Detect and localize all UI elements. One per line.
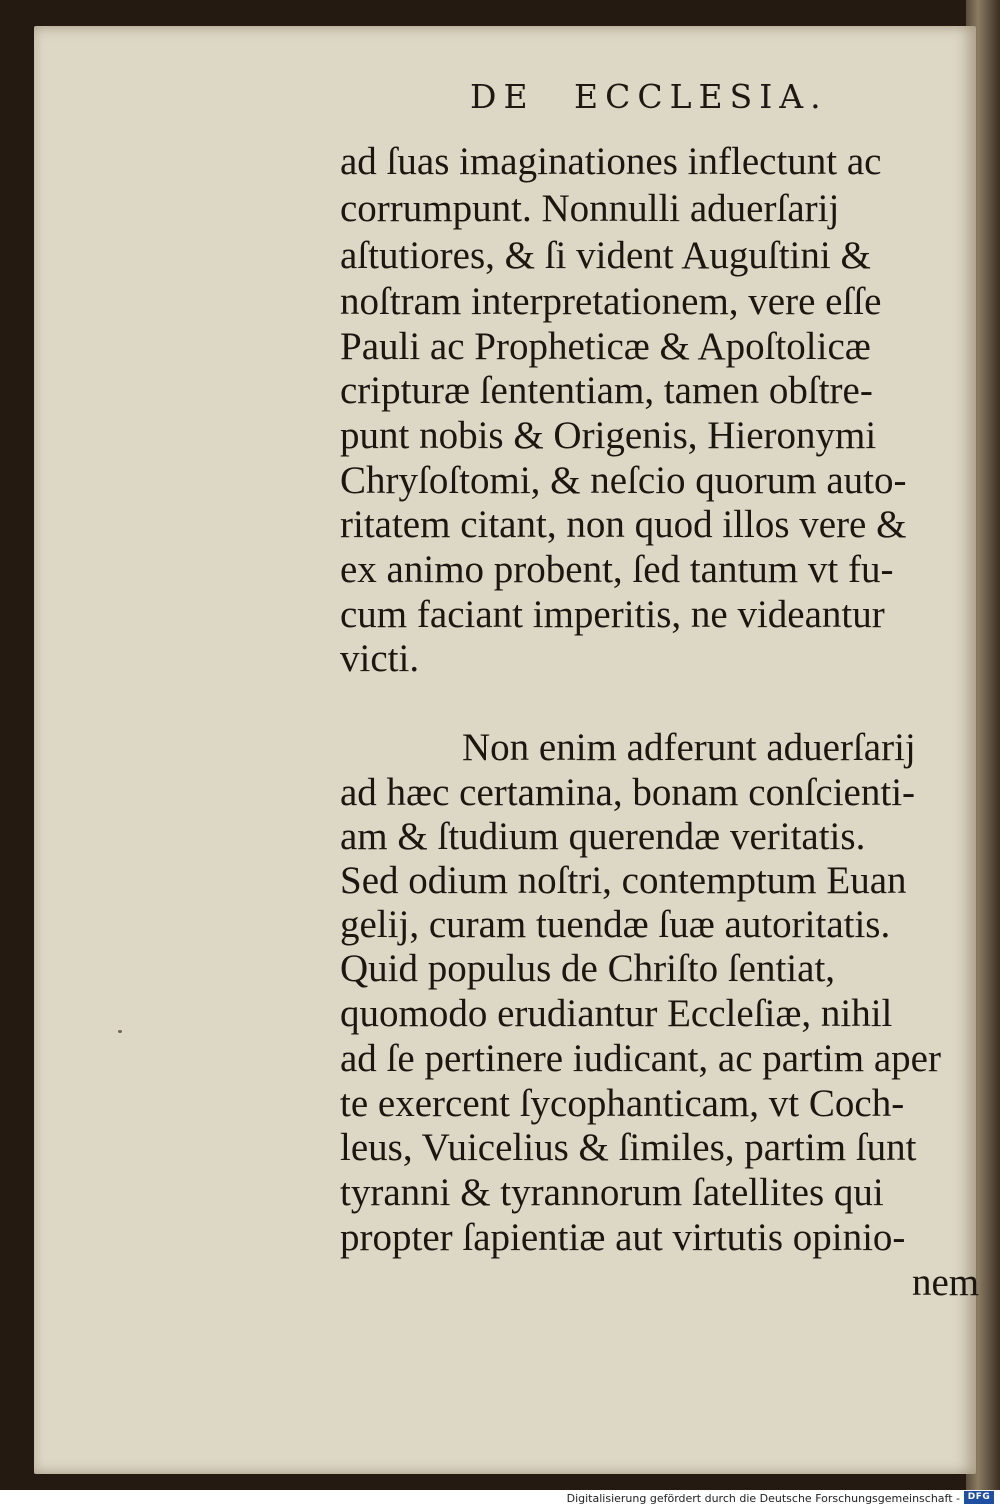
text-line: Pauli ac Propheticæ & Apoſtolicæ (340, 325, 871, 368)
text-line: cum faciant imperitis, ne videantur (340, 593, 885, 636)
text-line: ritatem citant, non quod illos vere & (340, 503, 907, 546)
text-line: ex animo probent, ſed tantum vt fu- (340, 548, 894, 591)
paper-speck (118, 1030, 122, 1033)
text-line: Sed odium noſtri, contemptum Euan (340, 859, 907, 902)
text-line: Quid populus de Chriſto ſentiat, (340, 947, 836, 990)
text-line: propter ſapientiæ aut virtutis opinio- (340, 1216, 906, 1259)
text-line: tyranni & tyrannorum ſatellites qui (340, 1171, 884, 1214)
funding-notice: Digitalisierung gefördert durch die Deutsche Forschungsgemeinschaft - (566, 1492, 960, 1505)
running-head: DE ECCLESIA. (470, 77, 828, 116)
text-line: ad hæc certamina, bonam conſcienti- (340, 771, 916, 814)
text-line: victi. (340, 637, 420, 680)
text-line: ad ſuas imaginationes inflectunt ac (340, 140, 882, 183)
text-line: cripturæ ſententiam, tamen obſtre- (340, 369, 873, 412)
dfg-logo: DFG (964, 1491, 994, 1504)
text-line: punt nobis & Origenis, Hieronymi (340, 414, 877, 457)
paragraph-start-line: Non enim adferunt aduerſarij (462, 726, 916, 769)
text-line: am & ſtudium querendæ veritatis. (340, 815, 866, 858)
text-line: corrumpunt. Nonnulli aduerſarij (340, 187, 840, 230)
text-line: gelij, curam tuendæ ſuæ autoritatis. (340, 903, 891, 946)
text-line: noſtram interpretationem, vere eſſe (340, 280, 882, 323)
catchword: nem (912, 1261, 980, 1304)
text-line: ad ſe pertinere iudicant, ac partim aper (340, 1037, 941, 1080)
text-line: quomodo erudiantur Eccleſiæ, nihil (340, 992, 893, 1035)
text-line: aſtutiores, & ſi vident Auguſtini & (340, 234, 871, 277)
text-line: leus, Vuicelius & ſimiles, partim ſunt (340, 1126, 917, 1169)
text-line: te exercent ſycophanticam, vt Coch- (340, 1082, 905, 1125)
text-line: Chryſoſtomi, & neſcio quorum auto- (340, 459, 907, 502)
